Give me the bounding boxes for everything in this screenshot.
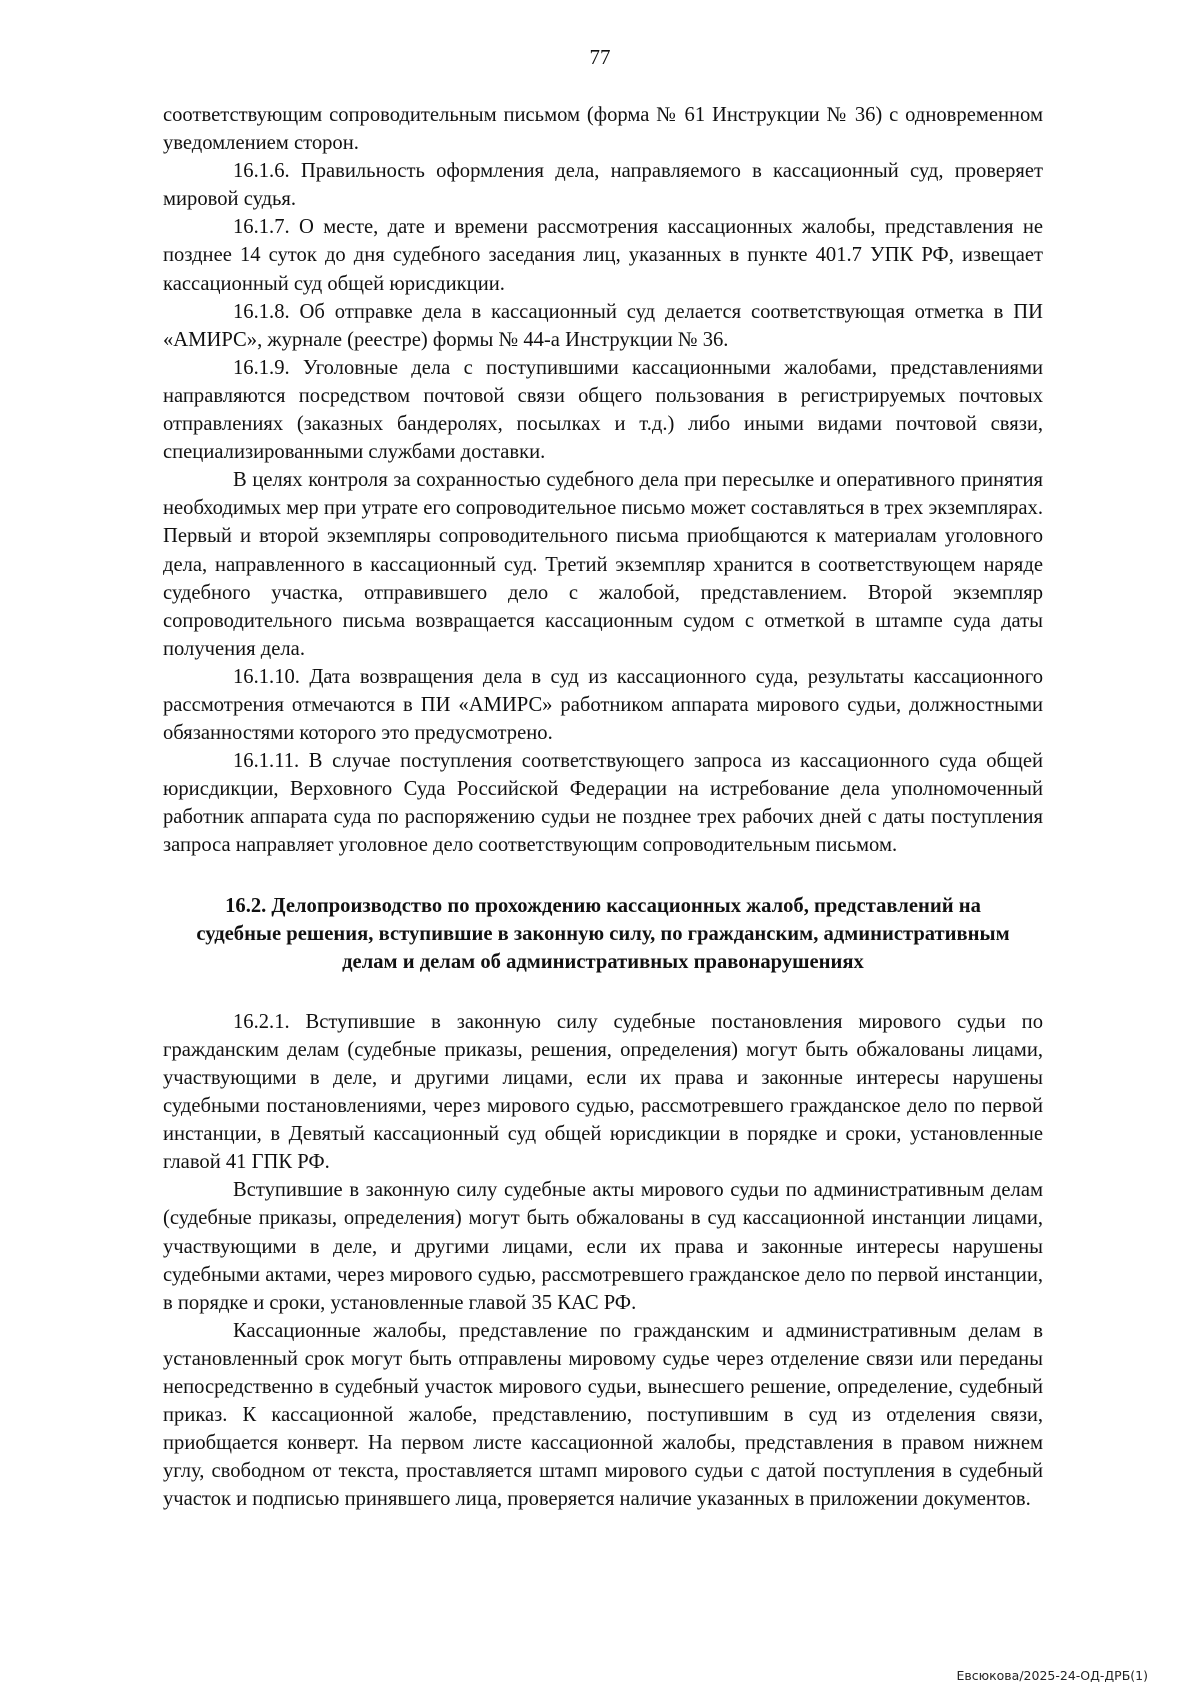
section-heading-line: 16.2. Делопроизводство по прохождению кассационных жалоб, представлений на [225,894,981,917]
paragraph-control: В целях контроля за сохранностью судебного дела при пересылке и оперативного принятия необходимых мер при утрате его сопроводительное письмо может составляться в трех экземплярах. Первый и второй экземпляры сопроводительного письма приобщаются к материалам уголовного дела, направленного в кассационный суд. Третий экземпляр хранится в соответствующем наряде судебного участка, отправившего дело с жалобой, представлением. Второй экземпляр сопроводительного письма возвращается кассационным судом с отметкой в штампе суда даты получения дела. [163,469,1043,660]
paragraph-16-1-11: 16.1.11. В случае поступления соответствующего запроса из кассационного суда общей юрисдикции, Верховного Суда Российской Федерации на истребование дела уполномоченный работник аппарата суда по распоряжению судьи не позднее трех рабочих дней с даты поступления запроса направляет уголовное дело соответствующим сопроводительным письмом. [163,750,1043,857]
page-number: 77 [589,45,611,69]
paragraph-16-1-8: 16.1.8. Об отправке дела в кассационный суд делается соответствующая отметка в ПИ «АМИРС», журнале (реестре) формы № 44-а Инструкции № 36. [163,300,1043,351]
section-heading-line: делам и делам об административных правонарушениях [342,950,864,973]
paragraph-continuation: соответствующим сопроводительным письмом (форма № 61 Инструкции № 36) с одновременном уведомлением сторон. [163,104,1043,155]
paragraph-16-1-6: 16.1.6. Правильность оформления дела, направляемого в кассационный суд, проверяет мировой судья. [163,160,1043,211]
paragraph-16-1-10: 16.1.10. Дата возвращения дела в суд из кассационного суда, результаты кассационного рассмотрения отмечаются в ПИ «АМИРС» работником аппарата мирового судьи, должностными обязанностями которого это предусмотрено. [163,665,1043,745]
paragraph-16-2-1: 16.2.1. Вступившие в законную силу судебные постановления мирового судьи по гражданским делам (судебные приказы, решения, определения) могут быть обжалованы лицами, участвующими в деле, и другими лицами, если их права и законные интересы нарушены судебными постановлениями, через мирового судью, рассмотревшего гражданское дело по первой инстанции, в Девятый кассационный суд общей юрисдикции в порядке и сроки, установленные главой 41 ГПК РФ. [163,1010,1043,1174]
paragraph-16-1-9: 16.1.9. Уголовные дела с поступившими кассационными жалобами, представлениями направляются посредством почтовой связи общего пользования в регистрируемых почтовых отправлениях (заказных бандеролях, посылках и т.д.) либо иными видами почтовой связи, специализированными службами доставки. [163,356,1043,464]
section-heading [163,892,1043,976]
document-footer-id: Евсюкова/2025-24-ОД-ДРБ(1) [956,1668,1148,1683]
paragraph-administrative: Вступившие в законную силу судебные акты мирового судьи по административным делам (судебные приказы, определения) могут быть обжалованы в суд кассационной инстанции лицами, участвующими в деле, и другими лицами, если их права и законные интересы нарушены судебными актами, через мирового судью, рассмотревшего гражданское дело по первой инстанции, в порядке и сроки, установленные главой 35 КАС РФ. [163,1179,1043,1314]
document-body [163,101,1043,1514]
paragraph-cassation-complaints: Кассационные жалобы, представление по гражданским и административным делам в установленный срок могут быть отправлены мировому судье через отделение связи или переданы непосредственно в судебный участок мирового судьи, вынесшего решение, определение, судебный приказ. К кассационной жалобе, представлению, поступившим в суд из отделения связи, приобщается конверт. На первом листе кассационной жалобы, представления в правом нижнем углу, свободном от текста, проставляется штамп мирового судьи с датой поступления в судебный участок и подписью принявшего лица, проверяется наличие указанных в приложении документов. [163,1319,1043,1511]
paragraph-16-1-7: 16.1.7. О месте, дате и времени рассмотрения кассационных жалобы, представления не позднее 14 суток до дня судебного заседания лиц, указанных в пункте 401.7 УПК РФ, извещает кассационный суд общей юрисдикции. [163,216,1043,295]
section-heading-line: судебные решения, вступившие в законную силу, по гражданским, административным [196,922,1010,945]
